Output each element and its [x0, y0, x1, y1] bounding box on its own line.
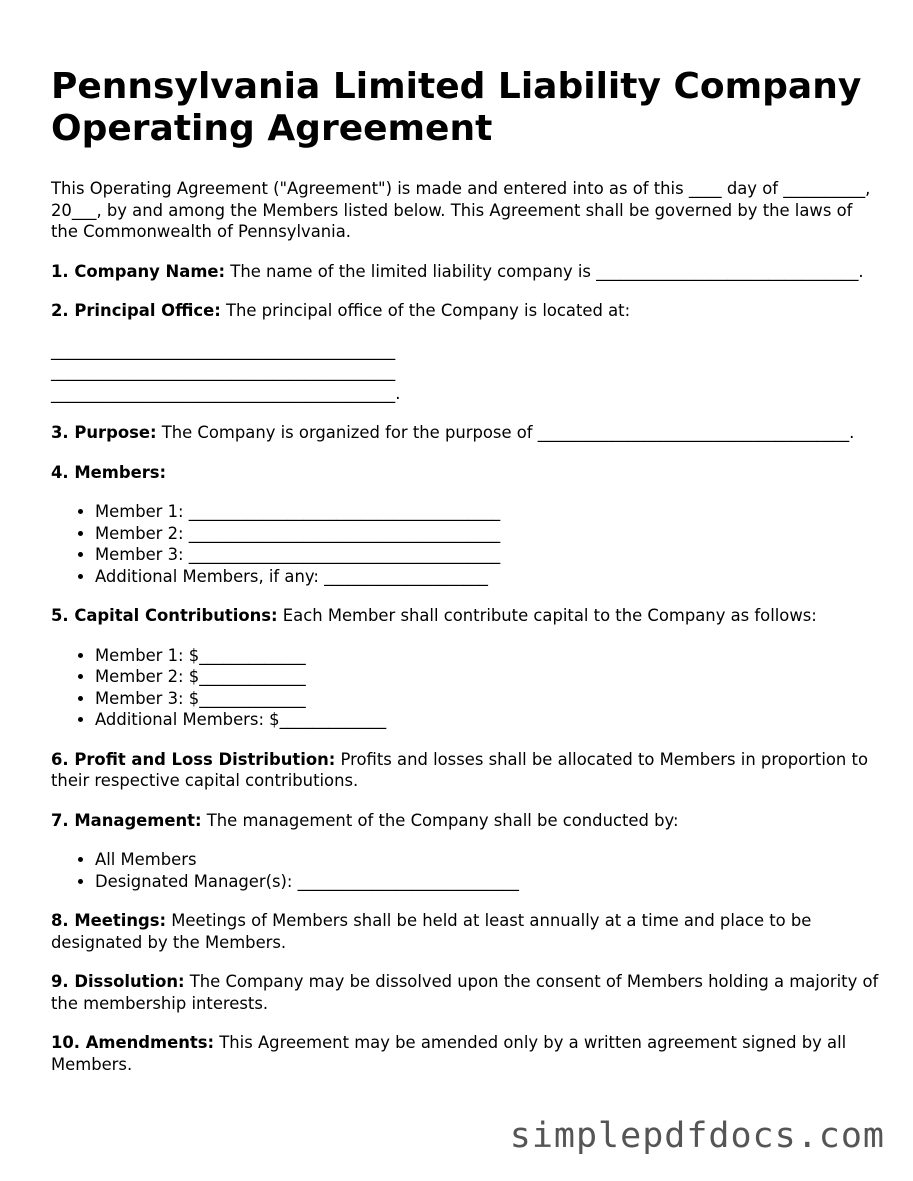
list-item: • Additional Members, if any: ____________________ [95, 566, 881, 588]
section-text: Meetings of Members shall be held at least annually at a time and place to be designated by the Members. [51, 911, 812, 952]
members-list [51, 501, 881, 587]
capital-list [51, 645, 881, 731]
list-item: • Member 1: ______________________________________ [95, 501, 881, 523]
section-text: The Company may be dissolved upon the consent of Members holding a majority of the membership interests. [51, 972, 879, 1013]
section-text: This Agreement may be amended only by a written agreement signed by all Members. [51, 1033, 847, 1074]
address-line: __________________________________________ [51, 362, 396, 381]
watermark-logo: simplepdfdocs.com [509, 1116, 885, 1156]
list-item: • Member 2: ______________________________________ [95, 523, 881, 545]
section-heading: 6. Profit and Loss Distribution: [51, 749, 336, 769]
section-principal-office [51, 300, 881, 322]
section-company-name [51, 261, 881, 283]
address-line: __________________________________________ [51, 340, 396, 360]
list-item: • Member 2: $_____________ [95, 666, 881, 688]
section-amendments [51, 1032, 881, 1075]
section-text: The management of the Company shall be conducted by: [201, 810, 679, 830]
list-item: • Member 3: ______________________________________ [95, 544, 881, 566]
section-heading: 3. Purpose: [51, 423, 157, 442]
section-text: Each Member shall contribute capital to the Company as follows: [277, 606, 817, 625]
list-item: • Member 3: $_____________ [95, 688, 881, 710]
section-capital-contributions [51, 605, 881, 627]
section-management [51, 810, 881, 832]
document-title: Pennsylvania Limited Liability Company Operating Agreement [51, 66, 862, 149]
section-heading: 1. Company Name: [51, 261, 226, 281]
section-heading: 4. Members: [51, 462, 167, 482]
address-lines [51, 340, 881, 405]
section-heading: 5. Capital Contributions: [51, 606, 278, 625]
management-list [51, 849, 881, 892]
section-heading: 9. Dissolution: [51, 972, 185, 991]
section-members [51, 462, 881, 484]
section-heading: 2. Principal Office: [51, 301, 221, 320]
document-page [51, 66, 881, 1075]
list-item: • Additional Members: $_____________ [95, 709, 881, 731]
section-profit-loss [51, 749, 881, 792]
section-dissolution [51, 971, 881, 1014]
intro-paragraph: This Operating Agreement ("Agreement") is made and entered into as of this ____ day of __________, 20___, by and among the Members listed below. This Agreement shall be governed by the laws of the Commonwealth of Pennsylvania. [51, 179, 871, 241]
section-text: The Company is organized for the purpose of ______________________________________. [156, 423, 855, 442]
section-text: Profits and losses shall be allocated to Members in proportion to their respective capital contributions. [51, 749, 868, 790]
section-heading: 10. Amendments: [51, 1033, 215, 1052]
address-line: __________________________________________. [51, 383, 401, 403]
section-meetings [51, 910, 881, 953]
section-purpose [51, 422, 881, 444]
section-text: The principal office of the Company is located at: [220, 301, 631, 320]
section-heading: 7. Management: [51, 810, 202, 830]
section-text: The name of the limited liability company is ________________________________. [225, 261, 864, 281]
list-item: • Designated Manager(s): ___________________________ [95, 871, 881, 893]
list-item: • Member 1: $_____________ [95, 645, 881, 667]
list-item: • All Members [95, 849, 881, 871]
section-heading: 8. Meetings: [51, 911, 167, 930]
